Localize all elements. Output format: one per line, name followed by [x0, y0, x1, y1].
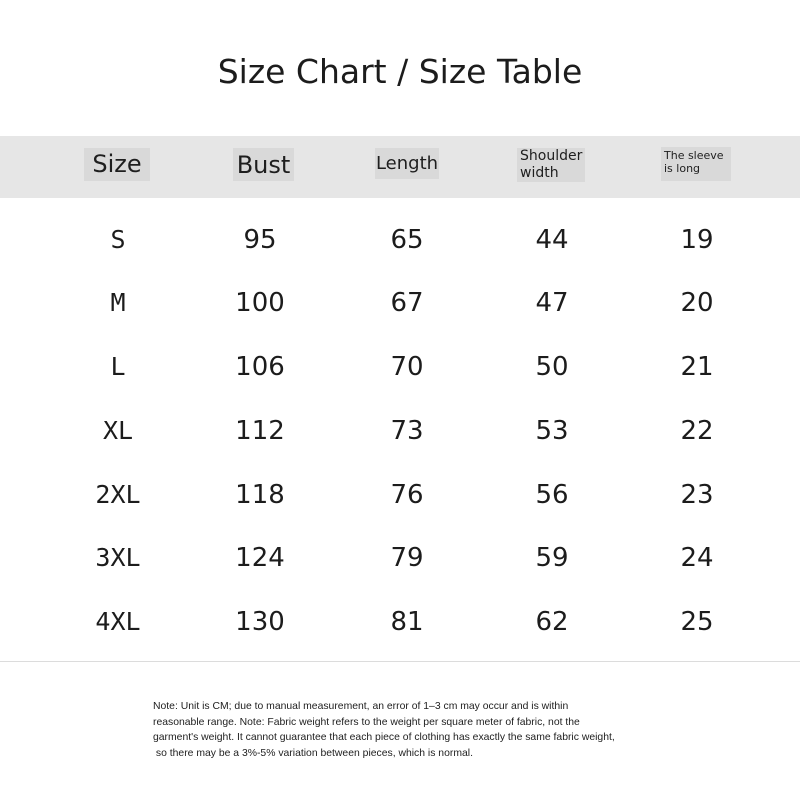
shoulder-cell: 53	[535, 416, 569, 446]
length-cell: 65	[390, 225, 424, 255]
size-cell: M	[110, 288, 126, 317]
note-line: Note: Unit is CM; due to manual measurement, an error of 1–3 cm may occur and is within	[153, 701, 569, 712]
note-line: reasonable range. Note: Fabric weight refers to the weight per square meter of fabric, not the	[153, 716, 580, 728]
shoulder-cell: 56	[535, 480, 569, 510]
table-row	[0, 602, 800, 642]
header-bust: Bust	[233, 148, 294, 181]
note-line: so there may be a 3%-5% variation between pieces, which is normal.	[153, 747, 473, 759]
length-cell: 70	[390, 352, 424, 382]
measurement-note	[153, 699, 693, 761]
shoulder-cell: 62	[535, 607, 569, 637]
bust-cell: 100	[235, 288, 285, 318]
size-cell: XL	[102, 416, 134, 445]
size-cell: L	[110, 352, 126, 381]
bust-cell: 118	[235, 480, 285, 510]
shoulder-cell: 59	[535, 543, 569, 573]
table-row	[0, 538, 800, 578]
header-shoulder-width: Shoulder width	[517, 148, 585, 182]
sleeve-cell: 20	[680, 288, 714, 318]
sleeve-cell: 24	[680, 543, 714, 573]
table-row	[0, 411, 800, 451]
length-cell: 79	[390, 543, 424, 573]
sleeve-cell: 22	[680, 416, 714, 446]
length-cell: 67	[390, 288, 424, 318]
sleeve-cell: 21	[680, 352, 714, 382]
page-title: Size Chart / Size Table	[217, 52, 583, 91]
table-row	[0, 220, 800, 260]
table-row	[0, 475, 800, 515]
size-cell: 3XL	[95, 543, 141, 572]
sleeve-cell: 19	[680, 225, 714, 255]
bust-cell: 130	[235, 607, 285, 637]
length-cell: 81	[390, 607, 424, 637]
bust-cell: 95	[243, 225, 277, 255]
sleeve-cell: 23	[680, 480, 714, 510]
table-row	[0, 283, 800, 323]
size-cell: 2XL	[95, 480, 141, 509]
shoulder-cell: 50	[535, 352, 569, 382]
header-sleeve-length: The sleeve is long	[661, 147, 731, 181]
bust-cell: 112	[235, 416, 285, 446]
shoulder-cell: 44	[535, 225, 569, 255]
note-line: garment's weight. It cannot guarantee that each piece of clothing has exactly the same fabric weight,	[153, 732, 615, 743]
table-row	[0, 347, 800, 387]
bust-cell: 124	[235, 543, 285, 573]
length-cell: 73	[390, 416, 424, 446]
sleeve-cell: 25	[680, 607, 714, 637]
shoulder-cell: 47	[535, 288, 569, 318]
length-cell: 76	[390, 480, 424, 510]
divider	[0, 661, 800, 662]
header-length: Length	[375, 148, 439, 179]
header-size: Size	[84, 148, 150, 181]
size-cell: 4XL	[95, 607, 141, 636]
bust-cell: 106	[235, 352, 285, 382]
size-cell: S	[110, 225, 126, 254]
